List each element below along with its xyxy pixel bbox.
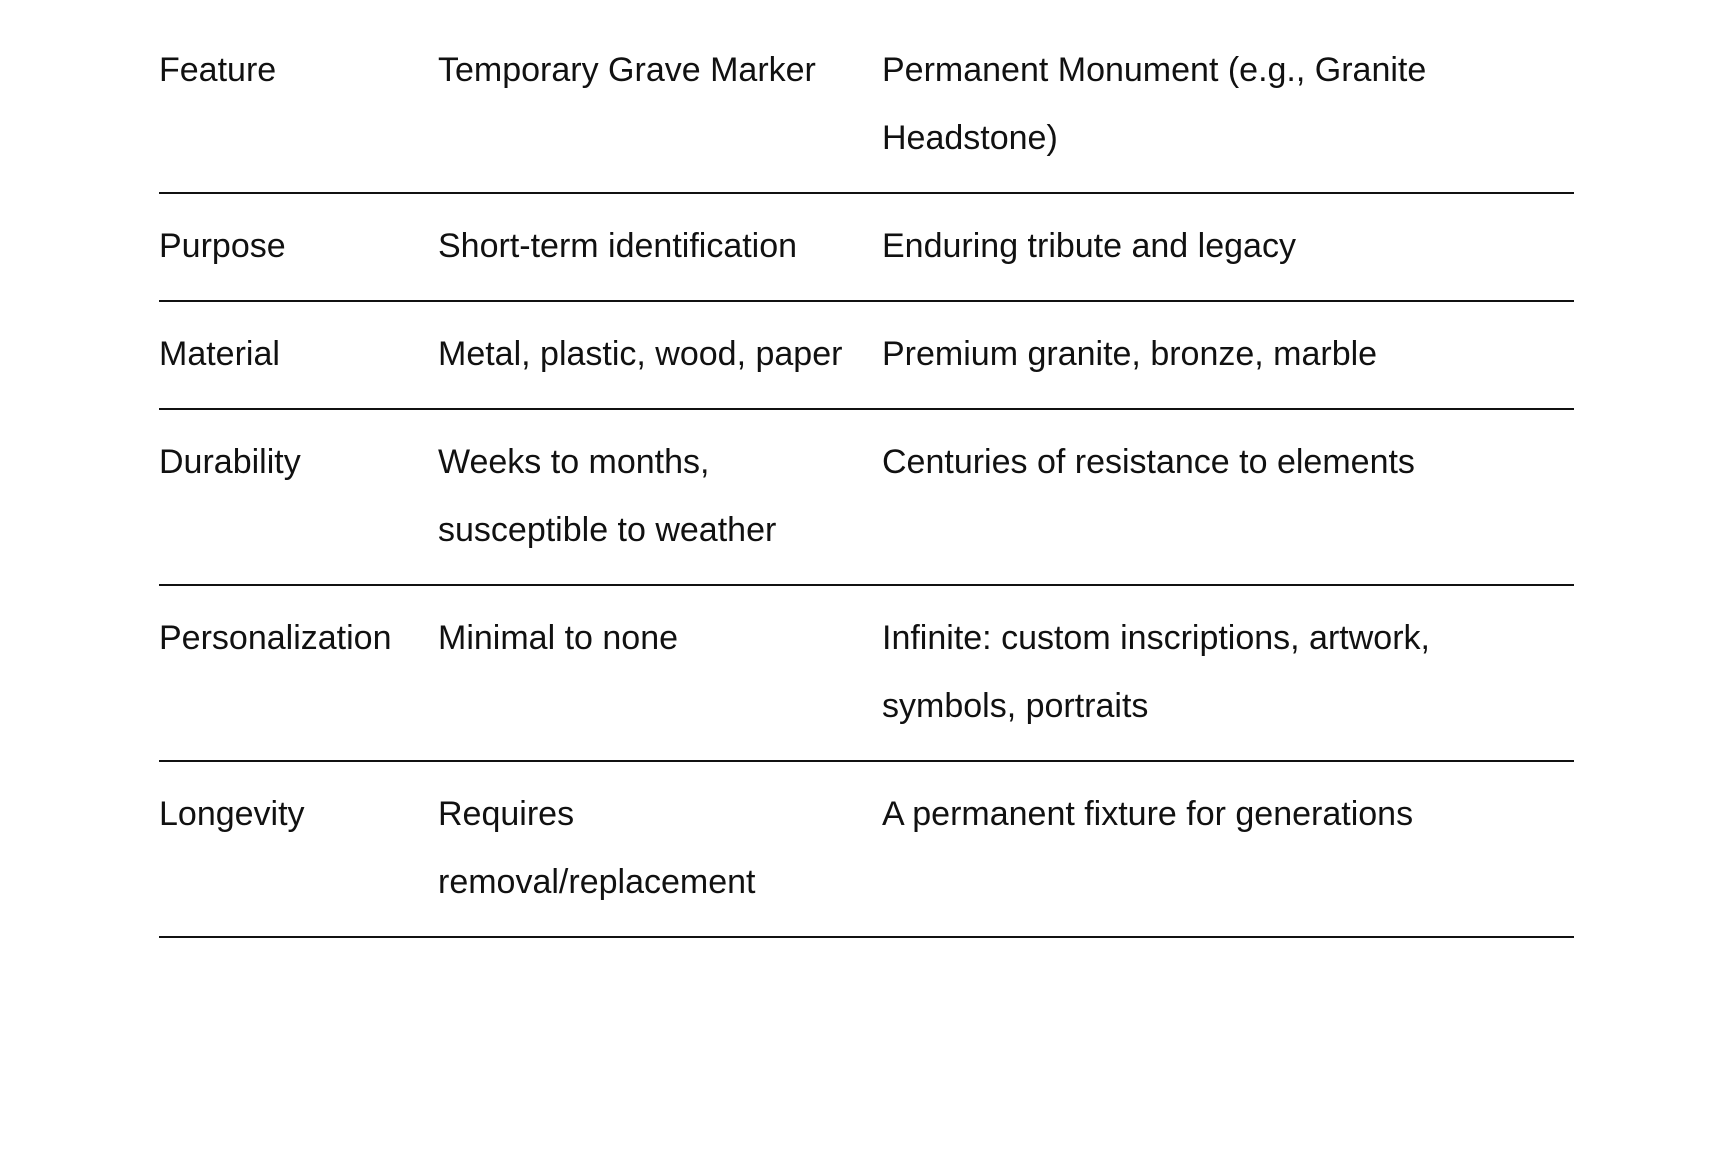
comparison-table xyxy=(159,36,1574,938)
feature-label: Durability xyxy=(159,443,301,481)
table-row xyxy=(159,193,1574,301)
header-feature-label: Feature xyxy=(159,51,277,89)
permanent-value: Infinite: custom inscriptions, artwork, symbols, portraits xyxy=(882,619,1430,725)
table-row xyxy=(159,585,1574,761)
feature-cell xyxy=(159,761,438,937)
feature-label: Purpose xyxy=(159,227,286,265)
temporary-cell xyxy=(438,301,882,409)
temporary-cell xyxy=(438,761,882,937)
permanent-cell xyxy=(882,409,1574,585)
temporary-cell xyxy=(438,585,882,761)
header-permanent-label: Permanent Monument (e.g., Granite Headstone) xyxy=(882,51,1427,157)
permanent-value: Enduring tribute and legacy xyxy=(882,227,1296,265)
permanent-cell xyxy=(882,761,1574,937)
table-row xyxy=(159,301,1574,409)
feature-label: Longevity xyxy=(159,795,305,833)
table-row xyxy=(159,409,1574,585)
permanent-cell xyxy=(882,585,1574,761)
temporary-value: Weeks to months, susceptible to weather xyxy=(438,443,777,549)
header-cell-permanent xyxy=(882,36,1574,193)
permanent-value: Centuries of resistance to elements xyxy=(882,443,1415,481)
header-cell-feature xyxy=(159,36,438,193)
temporary-cell xyxy=(438,409,882,585)
table-row xyxy=(159,761,1574,937)
feature-cell xyxy=(159,301,438,409)
feature-cell xyxy=(159,585,438,761)
temporary-value: Requires removal/replacement xyxy=(438,795,756,901)
permanent-value: Premium granite, bronze, marble xyxy=(882,335,1378,373)
temporary-cell xyxy=(438,193,882,301)
feature-label: Personalization xyxy=(159,619,392,657)
permanent-cell xyxy=(882,301,1574,409)
temporary-value: Metal, plastic, wood, paper xyxy=(438,335,843,373)
permanent-value: A permanent fixture for generations xyxy=(882,795,1414,833)
temporary-value: Short-term identification xyxy=(438,227,798,265)
feature-label: Material xyxy=(159,335,280,373)
table-header-row xyxy=(159,36,1574,193)
comparison-table-container xyxy=(159,36,1574,938)
feature-cell xyxy=(159,193,438,301)
temporary-value: Minimal to none xyxy=(438,619,679,657)
header-cell-temporary xyxy=(438,36,882,193)
permanent-cell xyxy=(882,193,1574,301)
feature-cell xyxy=(159,409,438,585)
header-temporary-label: Temporary Grave Marker xyxy=(438,51,816,89)
